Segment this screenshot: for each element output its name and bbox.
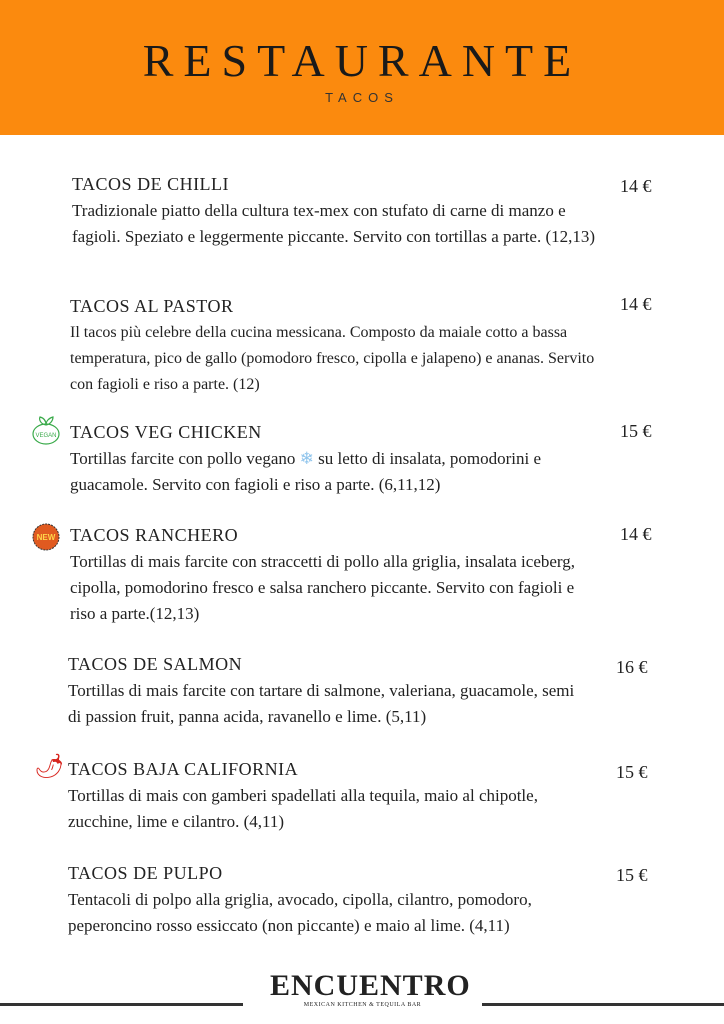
page-title: RESTAURANTE (142, 35, 582, 86)
footer-divider-right (482, 1003, 724, 1006)
item-description: Tortillas di mais farcite con tartare di salmone, valeriana, guacamole, semi di passion fruit, panna acida, ravanello e lime. (5,11) (68, 681, 575, 726)
item-name: TACOS BAJA CALIFORNIA (68, 759, 299, 779)
item-name: TACOS DE PULPO (68, 863, 223, 883)
item-price: 15 € (620, 421, 652, 441)
item-price: 14 € (620, 294, 652, 314)
item-price: 16 € (616, 657, 648, 677)
item-name: TACOS AL PASTOR (70, 296, 234, 316)
footer-divider-left (0, 1003, 243, 1006)
item-description: Tortillas di mais con gamberi spadellati alla tequila, maio al chipotle, zucchine, lime e cilantro. (4,11) (68, 786, 538, 831)
menu-item (68, 862, 588, 939)
menu-item (72, 173, 602, 250)
item-name: TACOS VEG CHICKEN (70, 422, 262, 442)
svg-text:VEGAN: VEGAN (35, 433, 57, 439)
item-description: Tortillas di mais farcite con straccetti di pollo alla griglia, insalata iceberg, cipolla, pomodorino fresco e salsa ranchero piccante. Servito con fagioli e riso a parte.(12,13) (70, 552, 576, 623)
new-badge-icon (30, 522, 62, 552)
page-subtitle: TACOS (325, 90, 399, 105)
item-price: 14 € (620, 176, 652, 196)
item-price: 15 € (616, 865, 648, 885)
menu-item (70, 295, 600, 398)
item-name: TACOS RANCHERO (70, 525, 239, 545)
menu-item (68, 653, 588, 730)
menu-item (68, 758, 588, 835)
header-banner (0, 0, 724, 135)
item-price: 14 € (620, 524, 652, 544)
brand-logo: ENCUENTRO MEXICAN KITCHEN & TEQUILA BAR (270, 969, 471, 1008)
item-description: Tradizionale piatto della cultura tex-mex con stufato di carne di manzo e fagioli. Speziato e leggermente piccante. Servito con tortillas a parte. (12,13) (72, 201, 596, 246)
vegan-badge-icon (30, 416, 62, 446)
item-name: TACOS DE SALMON (68, 654, 243, 674)
item-description: Tentacoli di polpo alla griglia, avocado, cipolla, cilantro, pomodoro, peperoncino rosso essiccato (non piccante) e maio al lime. (4,11) (68, 890, 532, 935)
menu-item (70, 421, 600, 498)
snowflake-icon: ❄ (299, 449, 314, 468)
item-name: TACOS DE CHILLI (72, 174, 230, 194)
chili-pepper-icon: 🌶 (34, 752, 65, 780)
item-price: 15 € (616, 762, 648, 782)
svg-text:NEW: NEW (36, 533, 56, 542)
menu-item (70, 524, 600, 627)
item-description: Tortillas farcite con pollo vegano ❄ su letto di insalata, pomodorini e guacamole. Servito con fagioli e riso a parte. (6,11,12) (70, 449, 542, 494)
item-description: Il tacos più celebre della cucina messicana. Composto da maiale cotto a bassa temperatura, pico de gallo (pomodoro fresco, cipolla e jalapeno) e ananas. Servito con fagioli e riso a parte. (12) (70, 324, 595, 393)
